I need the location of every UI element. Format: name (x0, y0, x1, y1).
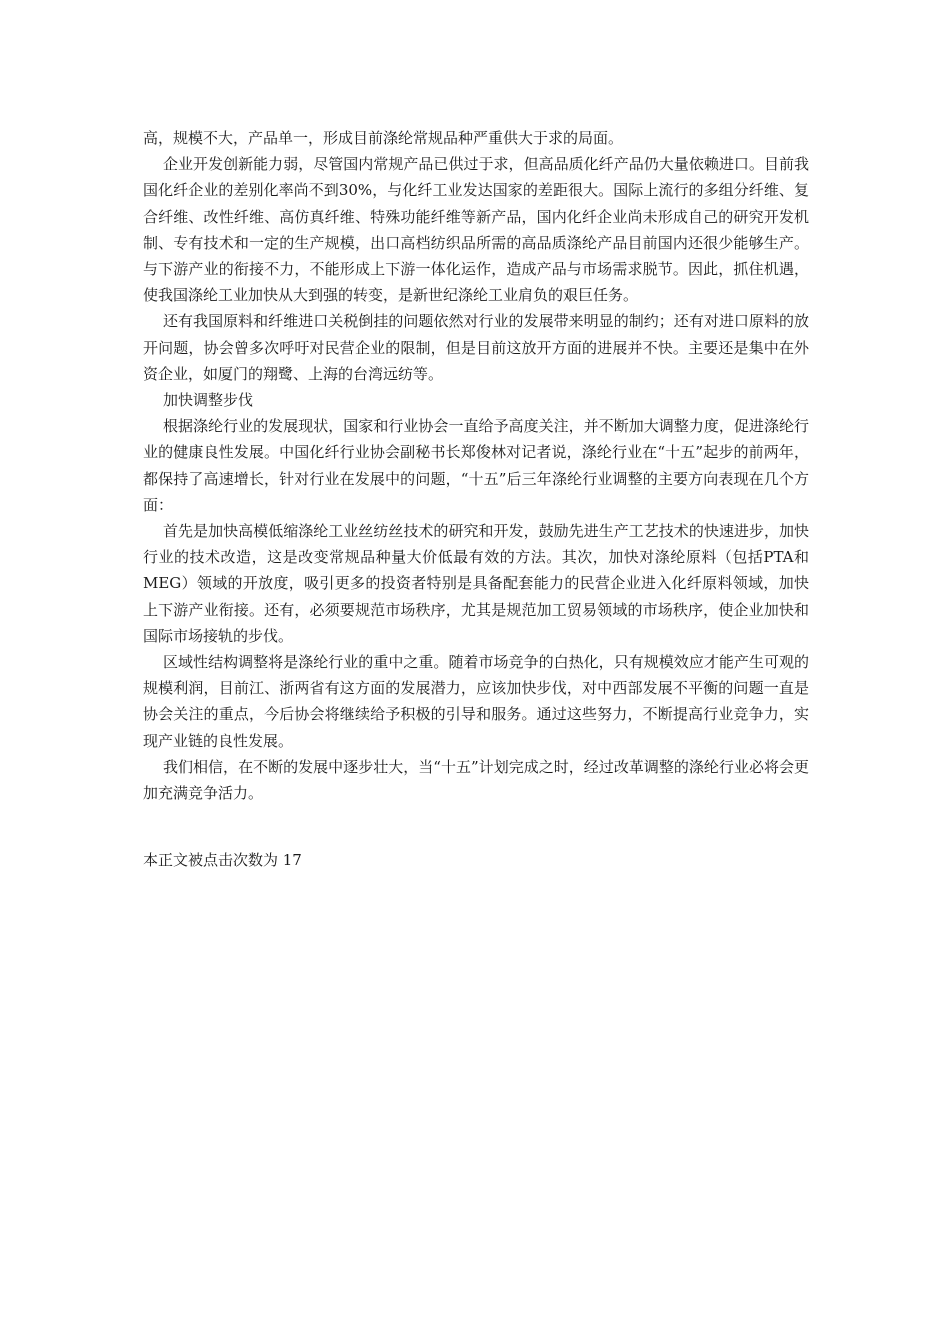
paragraph-innovation: 企业开发创新能力弱，尽管国内常规产品已供过于求，但高品质化纤产品仍大量依赖进口。目前我国化纤企业的差别化率尚不到30%，与化纤工业发达国家的差距很大。国际上流行的多组分纤维、复合纤维、改性纤维、高仿真纤维、特殊功能纤维等新产品，国内化纤企业尚未形成自己的研究开发机制、专有技术和一定的生产规模，出口高档纺织品所需的高品质涤纶产品目前国内还很少能够生产。与下游产业的衔接不力，不能形成上下游一体化运作，造成产品与市场需求脱节。因此，抓住机遇，使我国涤纶工业加快从大到强的转变，是新世纪涤纶工业肩负的艰巨任务。 (143, 155, 809, 305)
paragraph-regional: 区域性结构调整将是涤纶行业的重中之重。随着市场竞争的白热化，只有规模效应才能产生可观的规模利润，目前江、浙两省有这方面的发展潜力，应该加快步伐，对中西部发展不平衡的问题一直是协会关注的重点，今后协会将继续给予积极的引导和服务。通过这些努力，不断提高行业竞争力，实现产业链的良性发展。 (143, 653, 809, 750)
section-heading: 加快调整步伐 (163, 391, 254, 410)
paragraph-tariff: 还有我国原料和纤维进口关税倒挂的问题依然对行业的发展带来明显的制约；还有对进口原料的放开问题，协会曾多次呼吁对民营企业的限制，但是目前这放开方面的进展并不快。主要还是集中在外资企业，如厦门的翔鹭、上海的台湾远纺等。 (143, 312, 809, 383)
article-body (143, 125, 809, 806)
paragraph-continuation: 高，规模不大，产品单一，形成目前涤纶常规品种严重供大于求的局面。 (143, 129, 624, 147)
paragraph-first: 首先是加快高模低缩涤纶工业丝纺丝技术的研究和开发，鼓励先进生产工艺技术的快速进步，加快行业的技术改造，这是改变常规品种量大价低最有效的方法。其次，加快对涤纶原料（包括PTA和MEG）领域的开放度，吸引更多的投资者特别是具备配套能力的民营企业进入化纤原料领域，加快上下游产业衔接。还有，必须要规范市场秩序，尤其是规范加工贸易领域的市场秩序，使企业加快和国际市场接轨的步伐。 (143, 522, 809, 645)
paragraph-status: 根据涤纶行业的发展现状，国家和行业协会一直给予高度关注，并不断加大调整力度，促进涤纶行业的健康良性发展。中国化纤行业协会副秘书长郑俊林对记者说，涤纶行业在“十五”起步的前两年，都保持了高速增长，针对行业在发展中的问题，“十五”后三年涤纶行业调整的主要方向表现在几个方面： (143, 417, 809, 514)
paragraph-conclusion: 我们相信，在不断的发展中逐步壮大，当“十五”计划完成之时，经过改革调整的涤纶行业必将会更加充满竞争活力。 (143, 757, 809, 803)
click-count: 本正文被点击次数为 17 (143, 851, 302, 869)
